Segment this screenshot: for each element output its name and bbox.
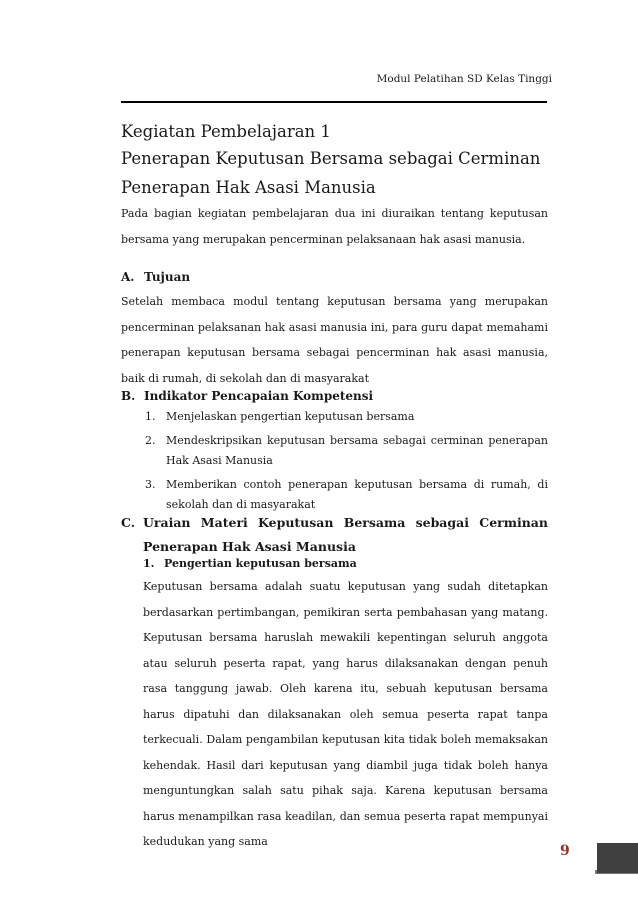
intro-paragraph: Pada bagian kegiatan pembelajaran dua ini diuraikan tentang keputusan bersama yang merupakan pencerminan pelaksanaan hak asasi manusia. bbox=[121, 207, 548, 246]
indicator-item-text: Memberikan contoh penerapan keputusan bersama di rumah, di sekolah dan di masyarakat bbox=[166, 478, 548, 511]
section-a-letter: A. bbox=[121, 270, 135, 284]
section-a-heading bbox=[121, 270, 190, 284]
page-title-line-2: Penerapan Keputusan Bersama sebagai Cerminan bbox=[121, 149, 541, 168]
subsection-heading bbox=[143, 557, 357, 570]
section-c-heading bbox=[121, 511, 548, 559]
section-c-paragraph: Keputusan bersama adalah suatu keputusan yang sudah ditetapkan berdasarkan pertimbangan, pemikiran serta pembahasan yang matang. Keputusan bersama haruslah mewakili kepentingan seluruh anggota atau seluruh peserta rapat, yang harus dilaksanakan dengan penuh rasa tanggung jawab. Oleh karena itu, sebuah keputusan bersama harus dipatuhi dan dilaksanakan oleh semua peserta rapat tanpa terkecuali. Dalam pengambilan keputusan kita tidak boleh memaksakan kehendak. Hasil dari keputusan yang diambil juga tidak boleh hanya menguntungkan salah satu pihak saja. Karena keputusan bersama harus menampilkan rasa keadilan, dan semua peserta rapat mempunyai kedudukan yang sama bbox=[143, 580, 548, 848]
section-c-letter: C. bbox=[121, 515, 136, 530]
indicator-item-2 bbox=[145, 431, 548, 471]
page-corner-box bbox=[597, 843, 638, 873]
indicator-item-text: Mendeskripsikan keputusan bersama sebagai cerminan penerapan Hak Asasi Manusia bbox=[166, 434, 548, 467]
section-a-paragraph: Setelah membaca modul tentang keputusan bersama yang merupakan pencerminan pelaksanan hak asasi manusia ini, para guru dapat memahami penerapan keputusan bersama sebagai pencerminan hak asasi manusia, baik di rumah, di sekolah dan di masyarakat bbox=[121, 295, 548, 385]
indicator-item-number: 3. bbox=[145, 478, 156, 491]
subsection-title: Pengertian keputusan bersama bbox=[164, 557, 357, 570]
indicator-item-number: 1. bbox=[145, 410, 156, 423]
header-rule bbox=[121, 101, 547, 103]
section-c-title: Uraian Materi Keputusan Bersama sebagai Cerminan Penerapan Hak Asasi Manusia bbox=[143, 515, 548, 554]
section-b-heading bbox=[121, 389, 373, 403]
section-b-title: Indikator Pencapaian Kompetensi bbox=[144, 389, 374, 403]
section-a-title: Tujuan bbox=[144, 270, 191, 284]
indicator-item-1 bbox=[145, 407, 548, 427]
indicator-item-text: Menjelaskan pengertian keputusan bersama bbox=[166, 410, 415, 423]
section-b-letter: B. bbox=[121, 389, 136, 403]
indicator-item-number: 2. bbox=[145, 434, 156, 447]
subsection-number: 1. bbox=[143, 557, 155, 570]
page-title-line-1: Kegiatan Pembelajaran 1 bbox=[121, 122, 331, 141]
page-title-line-3: Penerapan Hak Asasi Manusia bbox=[121, 178, 376, 197]
running-header: Modul Pelatihan SD Kelas Tinggi bbox=[376, 73, 552, 85]
indicator-item-3 bbox=[145, 475, 548, 515]
page-number: 9 bbox=[560, 843, 570, 859]
